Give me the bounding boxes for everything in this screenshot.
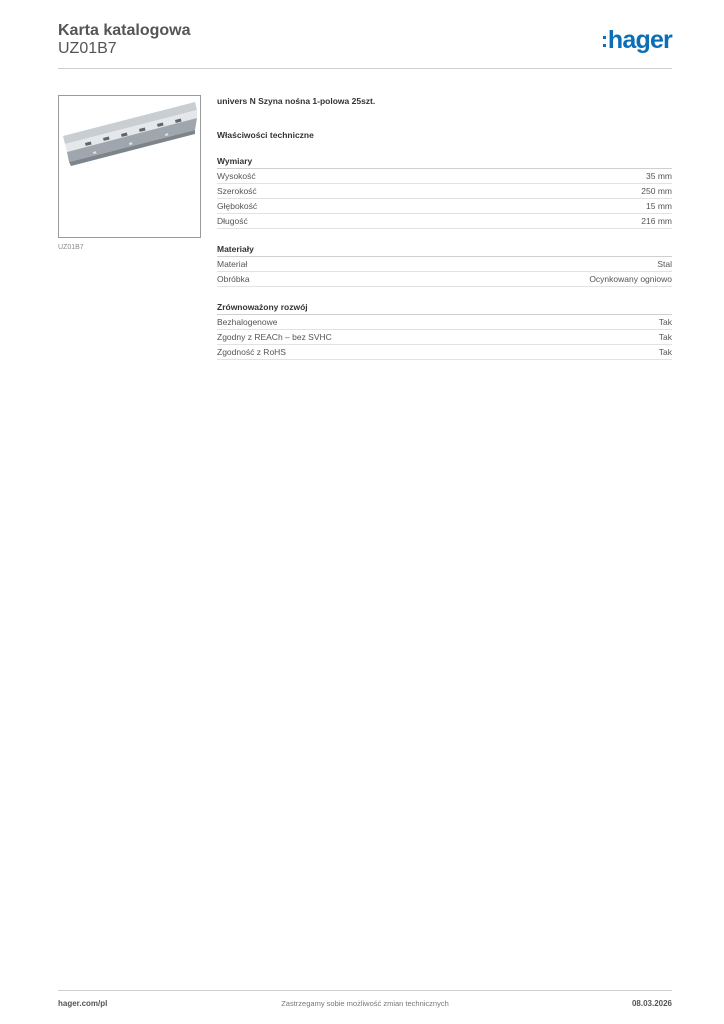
spec-row xyxy=(217,257,672,272)
logo-text: hager xyxy=(607,26,672,54)
group-title: Wymiary xyxy=(217,155,672,169)
spec-label: Bezhalogenowe xyxy=(217,317,278,327)
spec-label: Szerokość xyxy=(217,186,257,196)
spec-label: Zgodny z REACh – bez SVHC xyxy=(217,332,332,342)
document-title: Karta katalogowa xyxy=(58,22,191,39)
spec-row xyxy=(217,330,672,345)
page-header xyxy=(58,20,672,69)
product-image xyxy=(58,95,201,238)
product-details xyxy=(217,95,672,360)
group-sustainability xyxy=(217,301,672,360)
spec-label: Obróbka xyxy=(217,274,250,284)
spec-row xyxy=(217,272,672,287)
spec-row xyxy=(217,184,672,199)
technical-properties-title: Właściwości techniczne xyxy=(217,130,314,140)
spec-value: Stal xyxy=(657,259,672,269)
spec-row xyxy=(217,169,672,184)
spec-row xyxy=(217,199,672,214)
product-name: univers N Szyna nośna 1-polowa 25szt. xyxy=(217,96,376,106)
spec-value: 15 mm xyxy=(646,201,672,211)
hager-logo xyxy=(603,26,672,54)
din-rail-product-image xyxy=(59,96,200,237)
page-footer xyxy=(58,990,672,1015)
group-title: Zrównoważony rozwój xyxy=(217,301,672,315)
footer-website: hager.com/pl xyxy=(58,999,108,1008)
footer-date: 08.03.2026 xyxy=(631,999,672,1008)
spec-value: Tak xyxy=(658,347,672,357)
spec-value: Tak xyxy=(658,317,672,327)
spec-row xyxy=(217,345,672,360)
spec-row xyxy=(217,315,672,330)
group-materials xyxy=(217,243,672,287)
spec-label: Materiał xyxy=(217,259,248,269)
spec-value: 35 mm xyxy=(646,171,672,181)
spec-value: Ocynkowany ogniowo xyxy=(589,274,672,284)
group-title: Materiały xyxy=(217,243,672,257)
logo-dots-icon xyxy=(603,36,606,47)
spec-label: Długość xyxy=(217,216,248,226)
spec-value: 250 mm xyxy=(641,186,672,196)
spec-label: Zgodność z RoHS xyxy=(217,347,286,357)
document-code: UZ01B7 xyxy=(58,40,117,57)
group-dimensions xyxy=(217,155,672,229)
image-caption: UZ01B7 xyxy=(58,244,84,251)
spec-label: Głębokość xyxy=(217,201,258,211)
spec-value: Tak xyxy=(658,332,672,342)
footer-disclaimer: Zastrzegamy sobie możliwość zmian technicznych xyxy=(281,999,449,1008)
spec-label: Wysokość xyxy=(217,171,256,181)
spec-value: 216 mm xyxy=(641,216,672,226)
spec-row xyxy=(217,214,672,229)
